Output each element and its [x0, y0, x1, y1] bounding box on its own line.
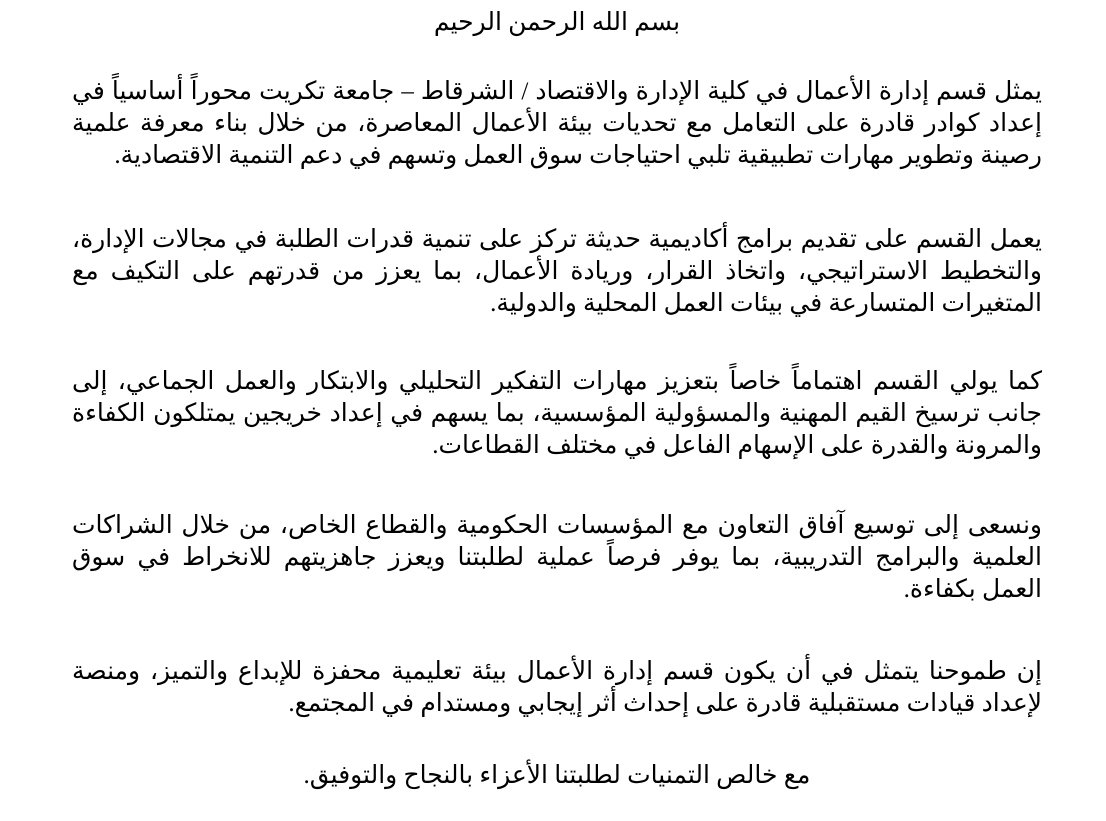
paragraph-line: جانب ترسيخ القيم المهنية والمسؤولية المؤسسية، بما يسهم في إعداد خريجين يمتلكون الكفاءة [72, 400, 1042, 427]
paragraph-line: يعمل القسم على تقديم برامج أكاديمية حديثة تركز على تنمية قدرات الطلبة في مجالات الإدارة، [72, 226, 1042, 253]
paragraph-line: والتخطيط الاستراتيجي، واتخاذ القرار، وريادة الأعمال، بما يعزز من قدرتهم على التكيف مع [72, 258, 1042, 285]
paragraph-line: ونسعى إلى توسيع آفاق التعاون مع المؤسسات الحكومية والقطاع الخاص، من خلال الشراكات [72, 512, 1042, 539]
paragraph-line: المتغيرات المتسارعة في بيئات العمل المحلية والدولية. [490, 290, 1042, 317]
paragraph-2 [72, 224, 1042, 320]
paragraph-line: والمرونة والقدرة على الإسهام الفاعل في مختلف القطاعات. [432, 432, 1042, 459]
paragraph-4 [72, 510, 1042, 606]
document-page [72, 0, 1042, 821]
paragraph-line: العمل بكفاءة. [903, 576, 1042, 603]
paragraph-5 [72, 656, 1042, 720]
basmala-heading: بسم الله الرحمن الرحيم [433, 9, 681, 36]
paragraph-line: لإعداد قيادات مستقبلية قادرة على إحداث أثر إيجابي ومستدام في المجتمع. [288, 690, 1042, 717]
paragraph-3 [72, 366, 1042, 462]
paragraph-line: كما يولي القسم اهتماماً خاصاً بتعزيز مهارات التفكير التحليلي والابتكار والعمل الجماعي، إلى [72, 368, 1042, 395]
closing-line: مع خالص التمنيات لطلبتنا الأعزاء بالنجاح والتوفيق. [303, 762, 811, 789]
paragraph-line: العلمية والبرامج التدريبية، بما يوفر فرصاً عملية لطلبتنا ويعزز جاهزيتهم للانخراط في سوق [72, 544, 1042, 571]
paragraph-line: رصينة وتطوير مهارات تطبيقية تلبي احتياجات سوق العمل وتسهم في دعم التنمية الاقتصادية. [114, 142, 1042, 169]
paragraph-line: إن طموحنا يتمثل في أن يكون قسم إدارة الأعمال بيئة تعليمية محفزة للإبداع والتميز، ومنصة [72, 658, 1042, 685]
paragraph-1 [72, 76, 1042, 172]
paragraph-line: إعداد كوادر قادرة على التعامل مع تحديات بيئة الأعمال المعاصرة، من خلال بناء معرفة علمية [72, 110, 1042, 137]
paragraph-line: يمثل قسم إدارة الأعمال في كلية الإدارة والاقتصاد / الشرقاط – جامعة تكريت محوراً أساسياً في [72, 78, 1042, 105]
